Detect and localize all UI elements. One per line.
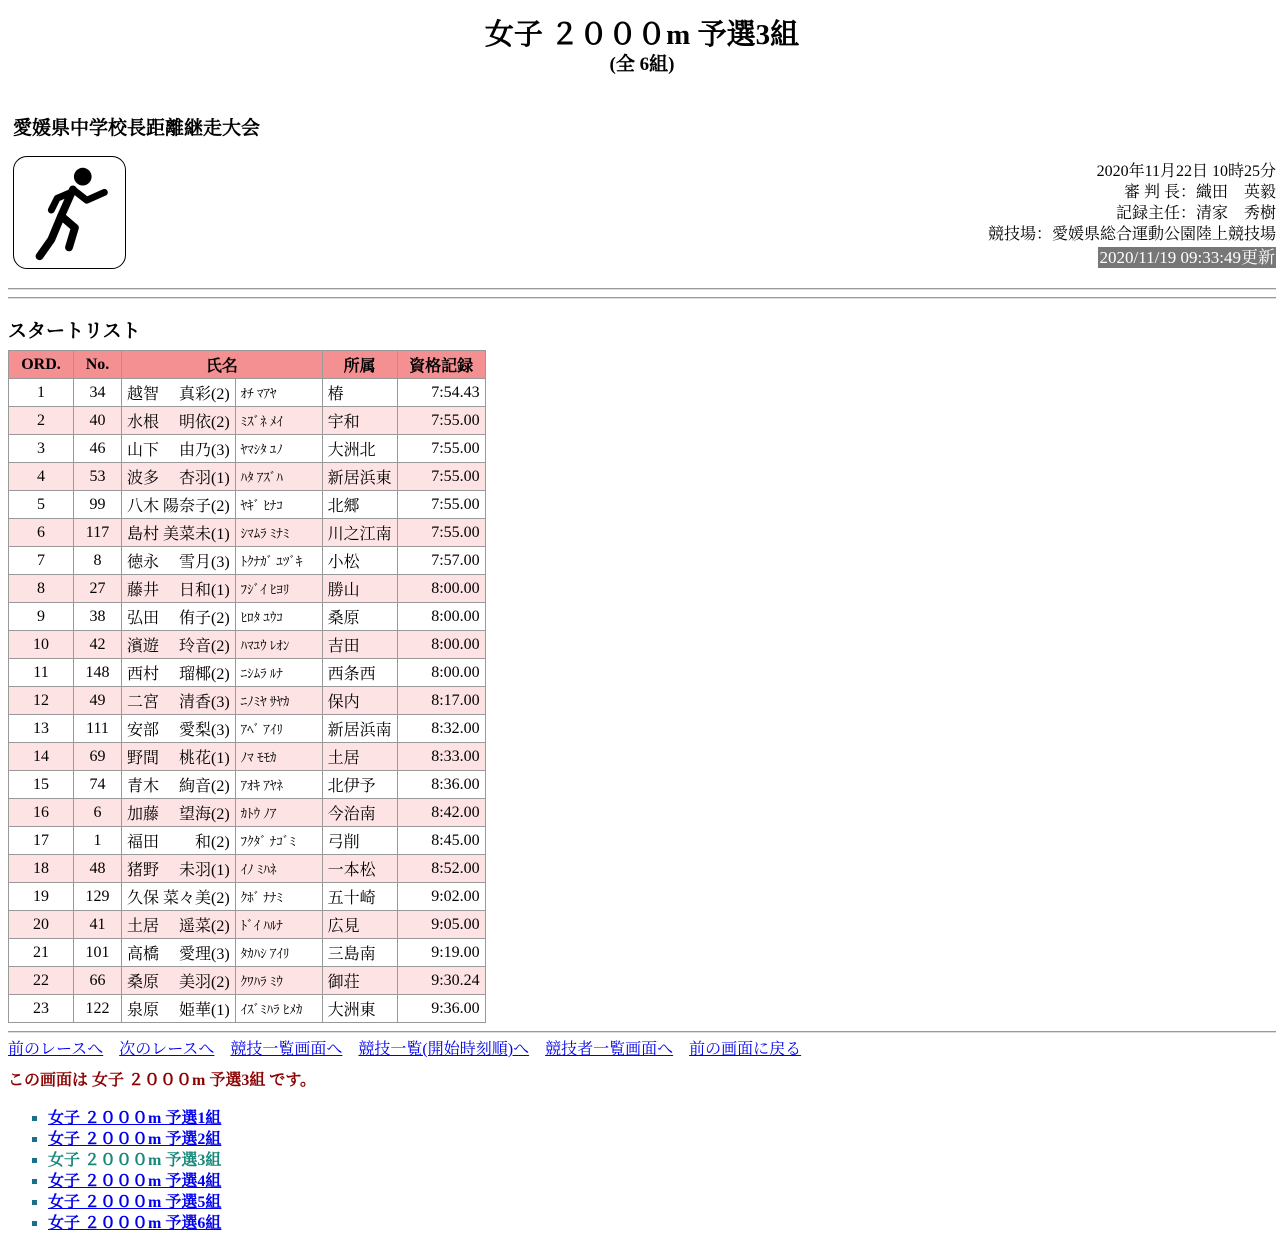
cell-kana: ｲｽﾞﾐﾊﾗ ﾋﾒｶ	[235, 995, 322, 1023]
cell-no: 117	[74, 519, 122, 547]
race-list-item[interactable]	[48, 1192, 221, 1213]
cell-no: 6	[74, 799, 122, 827]
cell-team: 新居浜南	[322, 715, 397, 743]
cell-no: 1	[74, 827, 122, 855]
race-list-item[interactable]	[48, 1108, 221, 1129]
cell-no: 42	[74, 631, 122, 659]
cell-kana: ｱｵｷ ｱﾔﾈ	[235, 771, 322, 799]
race-link[interactable]: 女子 ２０００m 予選5組	[48, 1194, 222, 1211]
table-row	[9, 771, 486, 799]
cell-name: 泉原 姫華(1)	[122, 995, 236, 1023]
table-row	[9, 379, 486, 407]
page-title: 女子 ２０００m 予選3組	[484, 19, 800, 51]
cell-no: 48	[74, 855, 122, 883]
table-row	[9, 435, 486, 463]
cell-record: 7:54.43	[397, 379, 485, 407]
table-row	[9, 631, 486, 659]
cell-kana: ｵﾁ ﾏｱﾔ	[235, 379, 322, 407]
table-row	[9, 799, 486, 827]
race-link[interactable]: 女子 ２０００m 予選2組	[48, 1131, 222, 1148]
cell-name: 福田 和(2)	[122, 827, 236, 855]
cell-kana: ﾄｸﾅｶﾞ ﾕﾂﾞｷ	[235, 547, 322, 575]
cell-record: 8:00.00	[397, 575, 485, 603]
cell-record: 8:42.00	[397, 799, 485, 827]
race-list	[48, 1108, 221, 1234]
cell-record: 8:36.00	[397, 771, 485, 799]
table-row	[9, 519, 486, 547]
cell-name: 水根 明依(2)	[122, 407, 236, 435]
race-link[interactable]: 女子 ２０００m 予選4組	[48, 1173, 222, 1190]
cell-kana: ﾌｸﾀﾞ ﾅｺﾞﾐ	[235, 827, 322, 855]
cell-record: 9:30.24	[397, 967, 485, 995]
cell-ord: 7	[9, 547, 74, 575]
cell-name: 久保 菜々美(2)	[122, 883, 236, 911]
cell-kana: ﾉﾏ ﾓﾓｶ	[235, 743, 322, 771]
header-ord: ORD.	[9, 351, 74, 379]
table-row	[9, 911, 486, 939]
cell-record: 9:19.00	[397, 939, 485, 967]
cell-team: 今治南	[322, 799, 397, 827]
cell-team: 勝山	[322, 575, 397, 603]
referee: 審 判 長：織田 英毅	[1123, 184, 1276, 201]
cell-kana: ﾀｶﾊｼ ｱｲﾘ	[235, 939, 322, 967]
race-list-item[interactable]	[48, 1171, 221, 1192]
runner-icon	[13, 156, 126, 269]
table-row	[9, 547, 486, 575]
event-list-time-link[interactable]: 競技一覧(開始時刻順)へ	[358, 1041, 530, 1058]
cell-record: 7:55.00	[397, 463, 485, 491]
cell-no: 111	[74, 715, 122, 743]
cell-name: 島村 美菜未(1)	[122, 519, 236, 547]
cell-no: 46	[74, 435, 122, 463]
cell-team: 西条西	[322, 659, 397, 687]
cell-record: 7:55.00	[397, 407, 485, 435]
cell-name: 八木 陽奈子(2)	[122, 491, 236, 519]
page	[0, 0, 1284, 77]
table-row	[9, 603, 486, 631]
cell-team: 小松	[322, 547, 397, 575]
cell-no: 122	[74, 995, 122, 1023]
cell-kana: ﾄﾞｲ ﾊﾙﾅ	[235, 911, 322, 939]
cell-no: 101	[74, 939, 122, 967]
cell-kana: ﾆﾉﾐﾔ ｻﾔｶ	[235, 687, 322, 715]
cell-ord: 1	[9, 379, 74, 407]
table-row	[9, 855, 486, 883]
cell-team: 椿	[322, 379, 397, 407]
race-list-item[interactable]	[48, 1129, 221, 1150]
cell-record: 8:00.00	[397, 659, 485, 687]
next-race-link[interactable]: 次のレースへ	[119, 1041, 215, 1058]
race-list-item	[48, 1150, 221, 1171]
cell-ord: 11	[9, 659, 74, 687]
cell-record: 9:36.00	[397, 995, 485, 1023]
table-header-row	[9, 351, 486, 379]
cell-team: 吉田	[322, 631, 397, 659]
table-row	[9, 575, 486, 603]
race-link[interactable]: 女子 ２０００m 予選1組	[48, 1110, 222, 1127]
table-row	[9, 463, 486, 491]
cell-record: 9:05.00	[397, 911, 485, 939]
cell-kana: ｸﾜﾊﾗ ﾐｳ	[235, 967, 322, 995]
cell-ord: 18	[9, 855, 74, 883]
cell-ord: 19	[9, 883, 74, 911]
cell-team: 広見	[322, 911, 397, 939]
cell-kana: ｼﾏﾑﾗ ﾐﾅﾐ	[235, 519, 322, 547]
cell-no: 74	[74, 771, 122, 799]
cell-ord: 12	[9, 687, 74, 715]
table-row	[9, 715, 486, 743]
athlete-list-link[interactable]: 競技者一覧画面へ	[545, 1041, 674, 1058]
cell-kana: ﾆｼﾑﾗ ﾙﾅ	[235, 659, 322, 687]
table-row	[9, 939, 486, 967]
page-subtitle: (全 6組)	[609, 54, 675, 75]
table-row	[9, 687, 486, 715]
cell-ord: 4	[9, 463, 74, 491]
cell-record: 8:33.00	[397, 743, 485, 771]
nav-links	[8, 1040, 813, 1060]
cell-ord: 22	[9, 967, 74, 995]
section-title: スタートリスト	[8, 321, 141, 342]
cell-record: 8:00.00	[397, 631, 485, 659]
cell-kana: ﾐｽﾞﾈ ﾒｲ	[235, 407, 322, 435]
cell-record: 9:02.00	[397, 883, 485, 911]
table-row	[9, 883, 486, 911]
cell-team: 北郷	[322, 491, 397, 519]
cell-no: 27	[74, 575, 122, 603]
cell-kana: ﾔﾏｼﾀ ﾕﾉ	[235, 435, 322, 463]
cell-no: 8	[74, 547, 122, 575]
divider	[8, 297, 1276, 299]
cell-kana: ｶﾄｳ ﾉｱ	[235, 799, 322, 827]
prev-race-link[interactable]: 前のレースへ	[8, 1041, 104, 1058]
cell-kana: ﾊﾀ ｱｽﾞﾊ	[235, 463, 322, 491]
table-row	[9, 995, 486, 1023]
cell-team: 大洲北	[322, 435, 397, 463]
cell-name: 高橋 愛理(3)	[122, 939, 236, 967]
cell-no: 38	[74, 603, 122, 631]
cell-ord: 6	[9, 519, 74, 547]
cell-team: 五十崎	[322, 883, 397, 911]
race-list-item[interactable]	[48, 1213, 221, 1234]
cell-name: 土居 遥菜(2)	[122, 911, 236, 939]
cell-record: 7:55.00	[397, 435, 485, 463]
cell-record: 7:57.00	[397, 547, 485, 575]
table-row	[9, 407, 486, 435]
cell-name: 二宮 清香(3)	[122, 687, 236, 715]
cell-team: 北伊予	[322, 771, 397, 799]
back-link[interactable]: 前の画面に戻る	[689, 1041, 802, 1058]
race-datetime: 2020年11月22日 10時25分	[1096, 163, 1276, 180]
table-row	[9, 967, 486, 995]
cell-team: 宇和	[322, 407, 397, 435]
cell-ord: 9	[9, 603, 74, 631]
cell-ord: 8	[9, 575, 74, 603]
cell-ord: 16	[9, 799, 74, 827]
cell-team: 新居浜東	[322, 463, 397, 491]
cell-name: 山下 由乃(3)	[122, 435, 236, 463]
cell-ord: 2	[9, 407, 74, 435]
divider	[8, 1031, 1276, 1033]
cell-no: 129	[74, 883, 122, 911]
cell-record: 8:32.00	[397, 715, 485, 743]
cell-ord: 15	[9, 771, 74, 799]
cell-kana: ﾔｷﾞ ﾋﾅｺ	[235, 491, 322, 519]
cell-kana: ｲﾉ ﾐﾊﾈ	[235, 855, 322, 883]
header-no: No.	[74, 351, 122, 379]
divider	[8, 288, 1276, 290]
meet-name: 愛媛県中学校長距離継走大会	[13, 118, 261, 139]
start-list-table	[8, 350, 486, 1023]
race-info	[988, 161, 1276, 269]
header-name: 氏名	[122, 351, 323, 379]
cell-record: 8:45.00	[397, 827, 485, 855]
cell-record: 7:55.00	[397, 491, 485, 519]
cell-no: 99	[74, 491, 122, 519]
table-row	[9, 659, 486, 687]
cell-record: 8:52.00	[397, 855, 485, 883]
cell-ord: 20	[9, 911, 74, 939]
cell-ord: 21	[9, 939, 74, 967]
cell-name: 藤井 日和(1)	[122, 575, 236, 603]
updated-timestamp: 2020/11/19 09:33:49更新	[1099, 248, 1275, 267]
cell-no: 53	[74, 463, 122, 491]
cell-ord: 5	[9, 491, 74, 519]
cell-no: 66	[74, 967, 122, 995]
current-race-note: この画面は 女子 ２０００m 予選3組 です。	[8, 1072, 317, 1089]
cell-name: 青木 絢音(2)	[122, 771, 236, 799]
cell-name: 波多 杏羽(1)	[122, 463, 236, 491]
cell-team: 御荘	[322, 967, 397, 995]
cell-no: 40	[74, 407, 122, 435]
table-row	[9, 743, 486, 771]
cell-name: 西村 瑠椰(2)	[122, 659, 236, 687]
cell-ord: 14	[9, 743, 74, 771]
cell-kana: ﾊﾏﾕｳ ﾚｵﾝ	[235, 631, 322, 659]
cell-no: 49	[74, 687, 122, 715]
table-body	[9, 379, 486, 1023]
cell-name: 猪野 未羽(1)	[122, 855, 236, 883]
table-row	[9, 491, 486, 519]
recorder: 記録主任：清家 秀樹	[1115, 205, 1276, 222]
cell-no: 148	[74, 659, 122, 687]
cell-ord: 13	[9, 715, 74, 743]
cell-name: 安部 愛梨(3)	[122, 715, 236, 743]
cell-no: 34	[74, 379, 122, 407]
cell-team: 一本松	[322, 855, 397, 883]
cell-ord: 3	[9, 435, 74, 463]
cell-kana: ﾋﾛﾀ ﾕｳｺ	[235, 603, 322, 631]
cell-team: 川之江南	[322, 519, 397, 547]
cell-kana: ｸﾎﾞ ﾅﾅﾐ	[235, 883, 322, 911]
cell-name: 濱遊 玲音(2)	[122, 631, 236, 659]
race-link[interactable]: 女子 ２０００m 予選6組	[48, 1215, 222, 1232]
cell-no: 69	[74, 743, 122, 771]
cell-team: 三島南	[322, 939, 397, 967]
cell-name: 桑原 美羽(2)	[122, 967, 236, 995]
cell-team: 大洲東	[322, 995, 397, 1023]
cell-no: 41	[74, 911, 122, 939]
table-row	[9, 827, 486, 855]
cell-name: 徳永 雪月(3)	[122, 547, 236, 575]
header-record: 資格記録	[397, 351, 485, 379]
cell-team: 土居	[322, 743, 397, 771]
cell-record: 8:17.00	[397, 687, 485, 715]
cell-record: 7:55.00	[397, 519, 485, 547]
cell-record: 8:00.00	[397, 603, 485, 631]
cell-team: 保内	[322, 687, 397, 715]
current-race-label: 女子 ２０００m 予選3組	[48, 1152, 222, 1169]
cell-name: 弘田 侑子(2)	[122, 603, 236, 631]
cell-name: 越智 真彩(2)	[122, 379, 236, 407]
venue: 競技場：愛媛県総合運動公園陸上競技場	[987, 226, 1276, 243]
cell-team: 弓削	[322, 827, 397, 855]
header-team: 所属	[322, 351, 397, 379]
cell-ord: 10	[9, 631, 74, 659]
cell-ord: 23	[9, 995, 74, 1023]
event-list-link[interactable]: 競技一覧画面へ	[230, 1041, 343, 1058]
cell-team: 桑原	[322, 603, 397, 631]
cell-name: 加藤 望海(2)	[122, 799, 236, 827]
cell-kana: ｱﾍﾞ ｱｲﾘ	[235, 715, 322, 743]
cell-name: 野間 桃花(1)	[122, 743, 236, 771]
cell-kana: ﾌｼﾞｲ ﾋﾖﾘ	[235, 575, 322, 603]
cell-ord: 17	[9, 827, 74, 855]
